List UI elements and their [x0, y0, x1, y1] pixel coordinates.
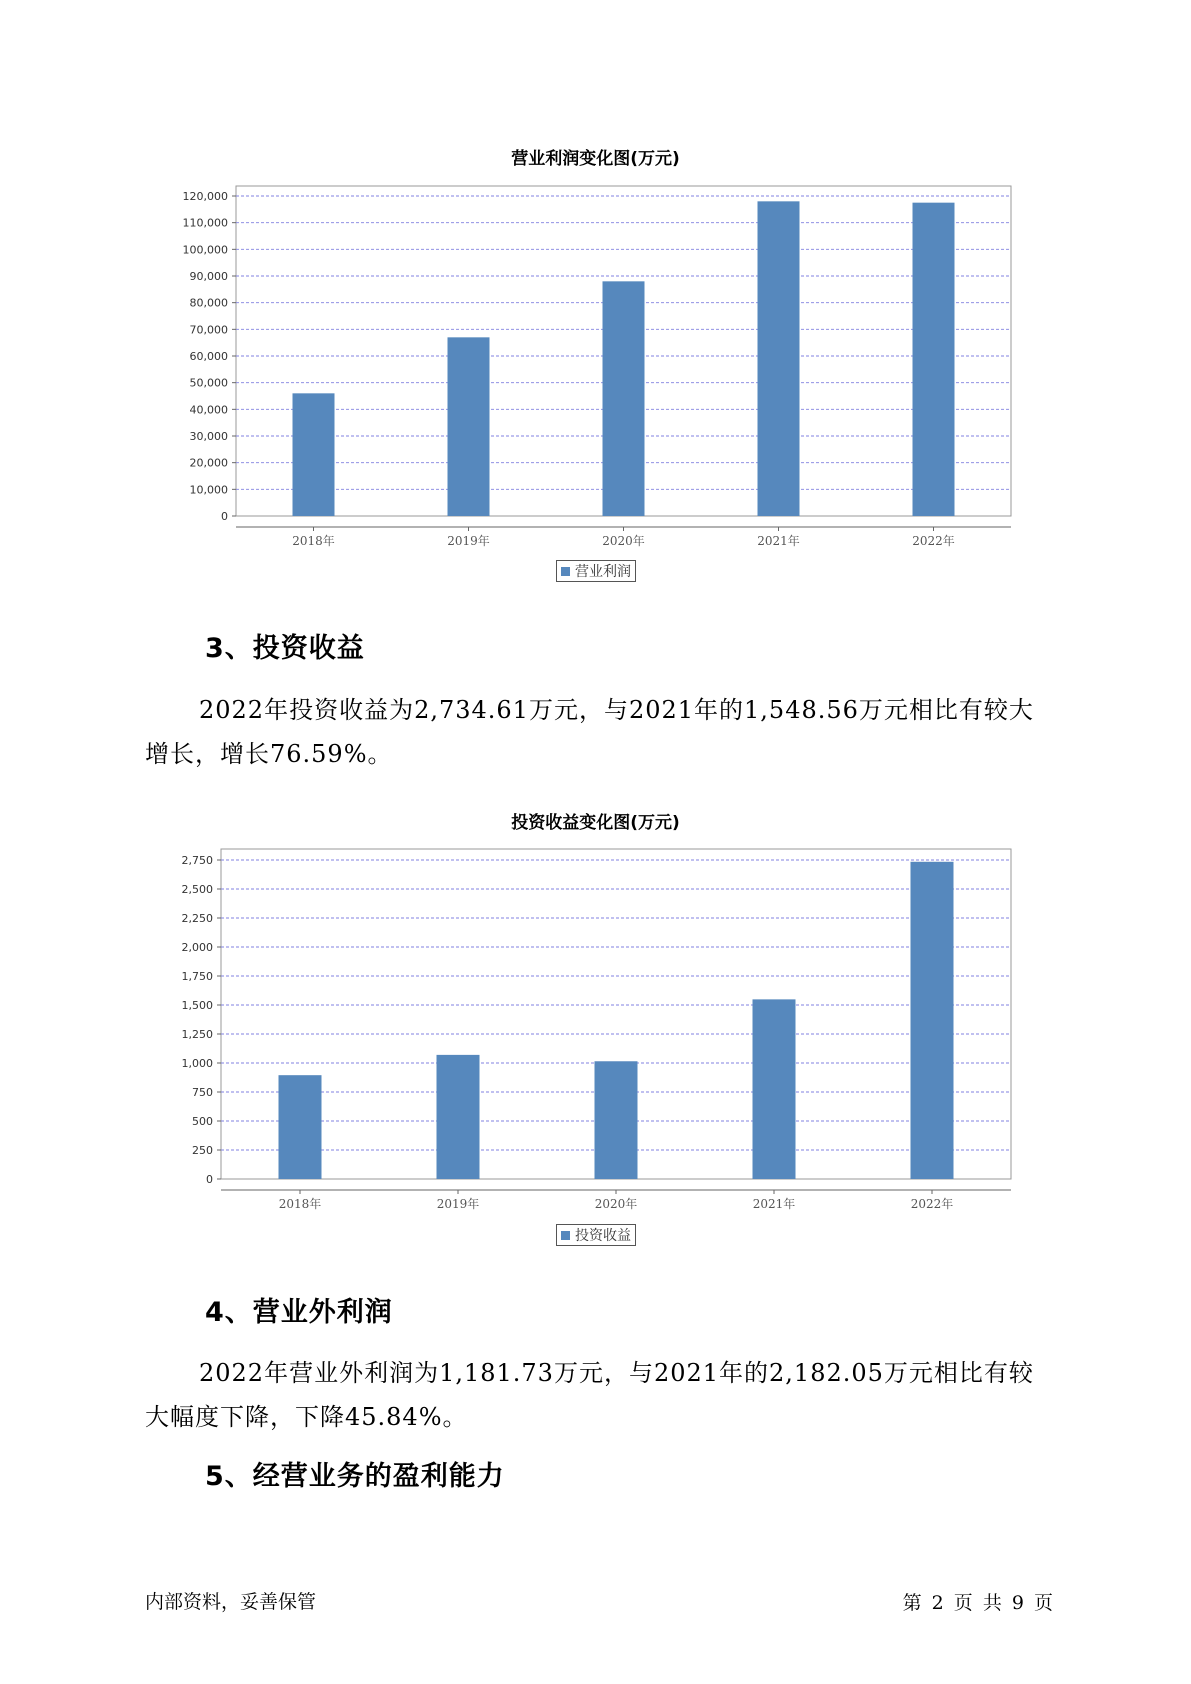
y-tick-label: 110,000 [182, 216, 228, 230]
y-tick-label: 0 [221, 510, 228, 523]
x-tick-label: 2022年 [910, 1197, 954, 1211]
y-tick-label: 70,000 [189, 323, 228, 337]
operating-profit-chart-title: 营业利润变化图(万元) [511, 149, 680, 169]
y-tick-label: 90,000 [189, 270, 228, 283]
y-tick-label: 750 [192, 1086, 213, 1099]
y-tick-label: 80,000 [189, 296, 228, 310]
y-tick-label: 10,000 [189, 483, 228, 497]
section-heading-investment: 3、投资收益 [205, 633, 365, 664]
legend-swatch-icon [561, 1231, 570, 1240]
y-tick-label: 250 [192, 1144, 213, 1157]
investment-paragraph: 2022年投资收益为2,734.61万元，与2021年的1,548.56万元相比有较大增长，增长76.59%。 [145, 696, 1034, 768]
y-tick-label: 30,000 [189, 430, 228, 443]
x-tick-label: 2018年 [292, 534, 335, 548]
section-heading-profitability: 5、经营业务的盈利能力 [205, 1461, 505, 1492]
y-tick-label: 60,000 [189, 350, 228, 363]
y-tick-label: 1,000 [181, 1057, 213, 1070]
non-operating-paragraph: 2022年营业外利润为1,181.73万元，与2021年的2,182.05万元相比有较大幅度下降，下降45.84%。 [145, 1359, 1034, 1431]
y-tick-label: 500 [192, 1115, 213, 1128]
x-tick-label: 2019年 [436, 1197, 480, 1211]
bar [595, 1061, 638, 1179]
bar [753, 999, 796, 1179]
y-tick-label: 40,000 [189, 403, 228, 417]
y-tick-label: 120,000 [182, 190, 228, 203]
y-tick-label: 100,000 [182, 243, 228, 257]
bar [911, 862, 954, 1179]
y-tick-label: 1,750 [181, 970, 213, 983]
y-tick-label: 1,250 [181, 1028, 213, 1041]
y-tick-label: 50,000 [189, 376, 228, 390]
x-tick-label: 2021年 [757, 534, 800, 548]
x-tick-label: 2020年 [602, 534, 645, 548]
footer-confidential: 内部资料，妥善保管 [145, 1591, 317, 1613]
x-tick-label: 2019年 [447, 534, 490, 548]
investment-income-legend [556, 1224, 636, 1246]
y-tick-label: 0 [206, 1173, 213, 1186]
y-tick-label: 2,750 [181, 854, 213, 867]
y-tick-label: 2,500 [181, 883, 213, 896]
legend-label: 营业利润 [575, 564, 631, 580]
x-tick-label: 2021年 [752, 1197, 796, 1211]
x-tick-label: 2022年 [912, 534, 955, 548]
y-tick-label: 2,000 [181, 941, 213, 954]
x-tick-label: 2020年 [594, 1197, 638, 1211]
section-heading-non-operating: 4、营业外利润 [205, 1297, 393, 1328]
y-tick-label: 2,250 [181, 912, 213, 925]
bar [279, 1075, 322, 1179]
investment-income-chart-title: 投资收益变化图(万元) [511, 813, 680, 833]
y-tick-label: 1,500 [181, 999, 213, 1012]
footer-page-number: 第 2 页 共 9 页 [902, 1592, 1053, 1614]
legend-label: 投资收益 [575, 1228, 631, 1244]
bar [437, 1055, 480, 1179]
y-tick-label: 20,000 [189, 456, 228, 470]
x-tick-label: 2018年 [278, 1197, 322, 1211]
